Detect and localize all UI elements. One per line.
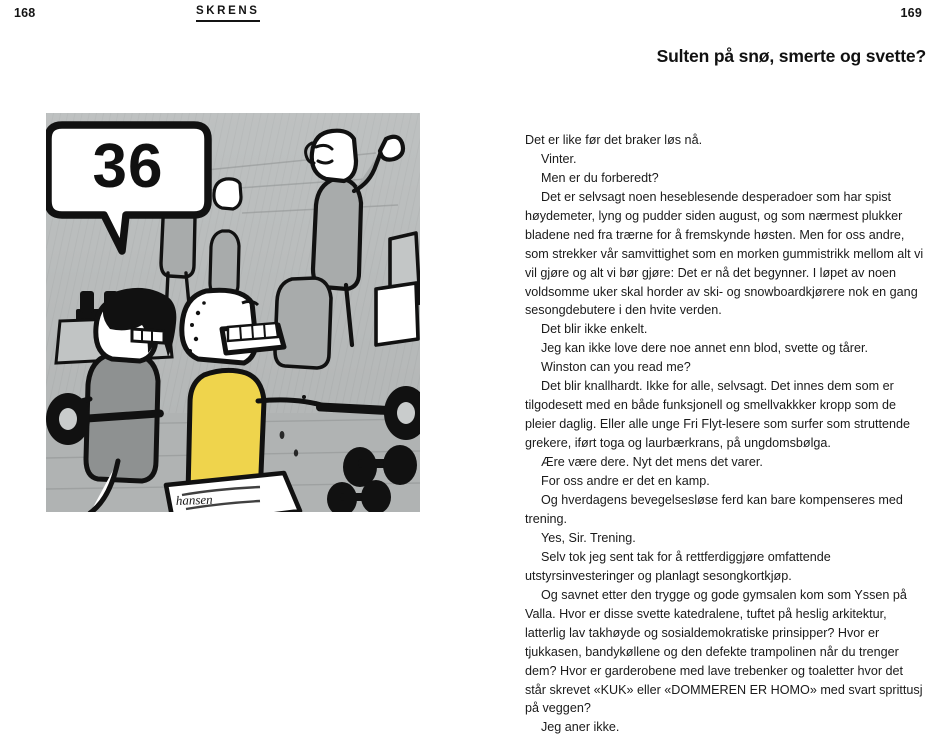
article-paragraph: Det blir knallhardt. Ikke for alle, selvsagt. Det innes dem som er tilgodesett med en både funksjonell og smellvakkker kropp som de pleier daglig. Eller alle unge Fri Flyt-lesere som surfer som struttende grekere, iført toga og laurbærkrans, på ungdomsbølga. <box>525 379 910 451</box>
article-paragraph: Winston can you read me? <box>541 360 691 375</box>
article <box>525 46 926 737</box>
article-title: Sulten på snø, smerte og svette? <box>656 46 926 66</box>
article-paragraph: Det er selvsagt noen heseblesende desperadoer som har spist høydemeter, lyng og pudder siden august, og som nærmest plukker bladene ned fra trærne for å fremskynde høsten. Men for oss andre, som strekker vår samvittighet som en morken gummistrikk mellom alt vi vil gjøre og alt vi bør gjøre: Det er nå det begynner. I løpet av noen voldsomme uker skal horder av ski- og snowboardkjørere nok en gang sesongdebutere i den hvite verden. <box>525 189 924 318</box>
article-paragraph: Og hverdagens bevegelsesløse ferd kan bare kompenseres med trening. <box>525 492 903 526</box>
article-paragraph: Og savnet etter den trygge og gode gymsalen kom som Yssen på Valla. Hvor er disse svette katedralene, tuftet på heslig arkitektur, latterlig lav takhøyde og sosialdemokratiske prinsipper? Hvor er tjukkasen, bandykøllene og den defekte trampolinen når du trenger dem? Hvor er garderobene med lave trebenker og toaletter hvor det står skrevet «KUK» eller «DOMMEREN ER HOMO» med svart sprittusj på veggen? <box>525 587 923 716</box>
article-paragraph: Vinter. <box>541 151 577 166</box>
article-paragraph: Jeg kan ikke love dere noe annet enn blod, svette og tårer. <box>541 341 868 356</box>
illustration-artwork <box>46 113 420 512</box>
article-paragraph: Selv tok jeg sent tak for å rettferdiggjøre omfattende utstyrsinvesteringer og planlagt sesongkortkjøp. <box>525 549 831 583</box>
article-paragraph: For oss andre er det en kamp. <box>541 474 710 489</box>
article-body <box>525 131 926 737</box>
article-paragraph: Det er like før det braker løs nå. <box>525 132 703 147</box>
running-head <box>0 0 936 34</box>
article-paragraph: Ære være dere. Nyt det mens det varer. <box>541 455 763 470</box>
article-paragraph: Det blir ikke enkelt. <box>541 322 648 337</box>
svg-text:hansen: hansen <box>175 491 213 508</box>
gym-weightlifting-illustration <box>46 113 420 512</box>
artist-signature <box>176 492 213 508</box>
folio-left: 168 <box>14 6 36 20</box>
svg-text:36: 36 <box>92 132 164 201</box>
folio-right: 169 <box>900 6 922 20</box>
article-paragraph: Men er du forberedt? <box>541 170 659 185</box>
article-paragraph: Jeg aner ikke. <box>541 720 620 735</box>
article-paragraph: Yes, Sir. Trening. <box>541 530 636 545</box>
section-title: SKRENS <box>196 5 260 22</box>
